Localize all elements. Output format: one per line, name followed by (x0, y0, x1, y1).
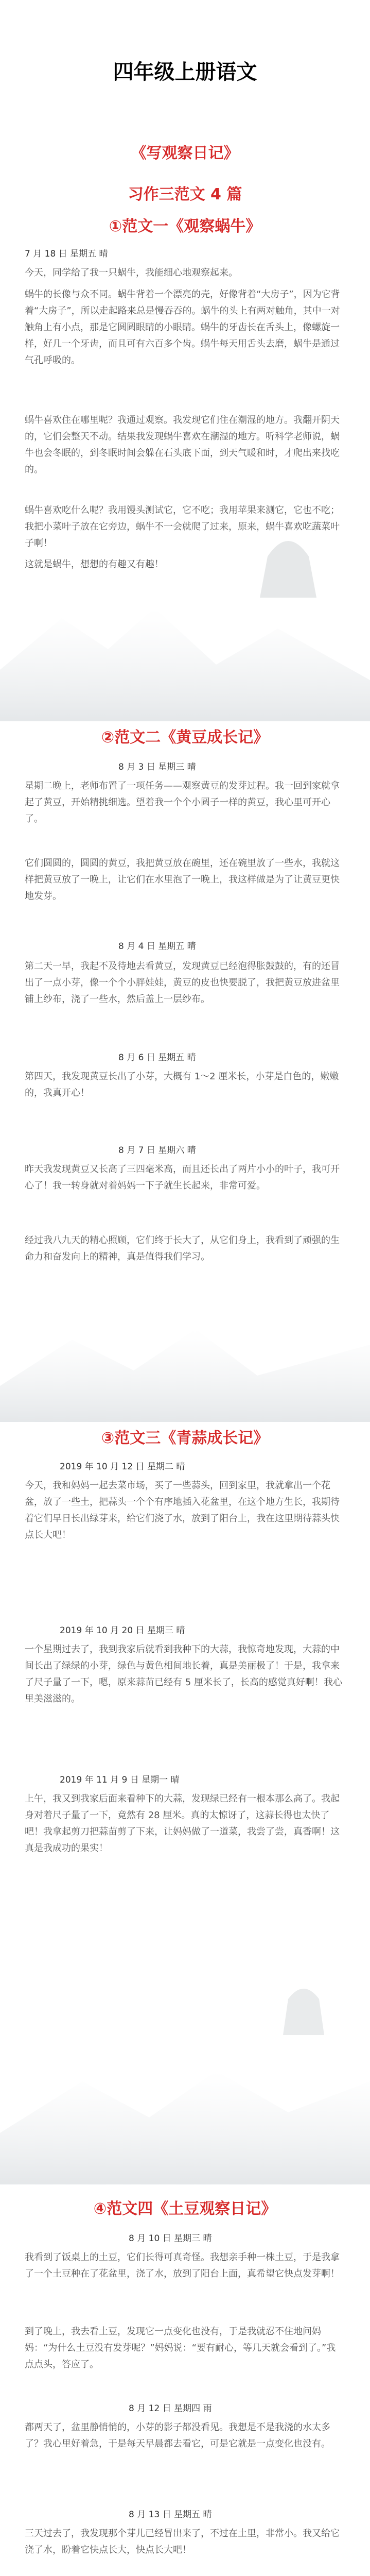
essay4-date-0: 8 月 10 日 星期三 晴 (129, 2233, 212, 2244)
essay1-heading: ①范文一《观察蜗牛》 (109, 217, 261, 235)
essay2-date-0: 8 月 3 日 星期三 晴 (118, 762, 196, 772)
mountain-silhouette-2 (0, 1329, 370, 1422)
page-subtitle: 《写观察日记》 (131, 144, 239, 162)
essay2-text-1: 它们圆圆的，圆圆的黄豆，我把黄豆放在碗里，还在碗里放了一些水，我就这样把黄豆放了一晚上，让它们在水里泡了一晚上，我这样做是为了让黄豆更快地发芽。 (25, 858, 340, 902)
essay3-date-0: 2019 年 10 月 12 日 星期二 晴 (60, 1462, 185, 1472)
essay4-heading: ④范文四《土豆观察日记》 (93, 2200, 277, 2218)
essay3-text-2: 上午，我又到我家后面来看种下的大蒜，发现绿已经有一根本那么高了。我起身对着尺子量了一下，竟然有 28 厘米。真的太惊讶了，这蒜长得也太快了吧！我拿起剪刀把蒜苗剪了下来，让妈妈做了一道菜，我尝了尝，真香啊！这真是我成功的果实！ (25, 1793, 340, 1854)
page-title: 四年级上册语文 (113, 60, 257, 84)
essay2-date-3: 8 月 6 日 星期五 晴 (118, 1053, 196, 1063)
essay1-p4: 蜗牛喜欢吃什么呢？我用馒头测试它，它不吃；我用苹果来测它，它也不吃；我把小菜叶子放在它旁边，蜗牛不一会就爬了过来，原来，蜗牛喜欢吃蔬菜叶子啊！ (25, 505, 340, 549)
essay4-text-1: 到了晚上，我去看土豆，发现它一点变化也没有，于是我就忍不住地问妈妈：“为什么土豆没有发芽呢？”妈妈说：“要有耐心，等几天就会看到了。”我点点头，答应了。 (25, 2326, 336, 2370)
essay3-date-2: 2019 年 11 月 9 日 星期一 晴 (60, 1775, 180, 1785)
essay3-heading: ③范文三《青蒜成长记》 (101, 1429, 269, 1447)
mountain-silhouette-3 (0, 1989, 370, 2184)
count-line: 习作三范文 4 篇 (128, 185, 242, 204)
essay2-text-5: 经过我八九天的精心照顾，它们终于长大了，从它们身上，我看到了顽强的生命力和奋发向上的精神，真是值得我们学习。 (25, 1235, 340, 1262)
essay4-date-2: 8 月 12 日 星期四 雨 (129, 2403, 212, 2414)
essay4-text-2: 都两天了，盆里静悄悄的，小芽的影子都没看见。我想是不是我浇的水太多了？我心里好着急，于是每天早晨都去看它，可是它就是一点变化也没有。 (25, 2422, 330, 2449)
essay2-date-2: 8 月 4 日 星期五 晴 (118, 941, 196, 952)
essay3-text-0: 今天，我和妈妈一起去菜市场，买了一些蒜头，回到家里，我就拿出一个花盆，放了一些土，把蒜头一个个有序地插入花盆里，在这个地方生长，我期待着它们早日长出绿芽来，给它们浇了水，放到了阳台上，我在这里期待蒜头快点长大吧！ (25, 1480, 340, 1540)
essay2-text-0: 星期二晚上，老师布置了一项任务——观察黄豆的发芽过程。我一回到家就拿起了黄豆，开始精挑细选。望着我一个个小圆子一样的黄豆，我心里可开心了。 (25, 781, 340, 824)
essay2-text-3: 第四天，我发现黄豆长出了小芽，大概有 1～2 厘米长，小芽是白色的，嫩嫩的，我真开心！ (25, 1071, 339, 1098)
essay4-date-3: 8 月 13 日 星期五 晴 (129, 2510, 212, 2520)
essay2-text-4: 昨天我发现黄豆又长高了三四毫米高，而且还长出了两片小小的叶子，我可开心了！我一转身就对着妈妈一下子就生长起来，非常可爱。 (25, 1164, 340, 1191)
essay2-heading: ②范文二《黄豆成长记》 (101, 728, 269, 747)
essay2-date-4: 8 月 7 日 星期六 晴 (118, 1145, 196, 1156)
essay1-p1: 今天，同学给了我一只蜗牛，我能细心地观察起来。 (25, 267, 238, 278)
essay1-p2: 蜗牛的长像与众不同。蜗牛背着一个漂亮的壳，好像背着“大房子”，因为它背着“大房子”，所以走起路来总是慢吞吞的。蜗牛的头上有两对触角，其中一对触角上有小点，那是它圆圆眼睛的小眼睛。蜗牛的牙齿长在舌头上，像螺旋一样，好几一个牙齿，而且可有六百多个齿。蜗牛每天用舌头去磨，蜗牛是通过气孔呼吸的。 (25, 289, 340, 366)
essay1-date: 7 月 18 日 星期五 晴 (25, 249, 108, 259)
essay1-p5: 这就是蜗牛，想想的有趣又有趣！ (25, 559, 164, 570)
essay4-text-0: 我看到了饭桌上的土豆，它们长得可真奇怪。我想亲手种一株土豆，于是我拿了一个土豆种在了花盆里，浇了水，放到了阳台上面，真希望它快点发芽啊！ (25, 2252, 340, 2279)
essay4-text-3: 三天过去了，我发现那个芽儿已经冒出来了，不过在土里，非常小。我又给它浇了水，盼着它快点长大，快点长大吧！ (25, 2528, 340, 2555)
essay3-text-1: 一个星期过去了，我到我家后就看到我种下的大蒜，我惊奇地发现，大蒜的中间长出了绿绿的小芽，绿色与黄色相间地长着，真是美丽极了！于是，我拿来了尺子量了一下，嗯，原来蒜苗已经有 5 厘米长了，长高的感觉真好啊！我心里美滋滋的。 (25, 1644, 342, 1704)
essay3-date-1: 2019 年 10 月 20 日 星期三 晴 (60, 1625, 185, 1636)
essay2-text-2: 第二天一早，我起不及待地去看黄豆，发现黄豆已经泡得胀鼓鼓的，有的还冒出了一点小芽，像一个个小胖娃娃，黄豆的皮也快要脱了，我把黄豆放进盆里铺上纱布，浇了一些水，然后盖上一层纱布。 (25, 961, 340, 1005)
essay1-p3: 蜗牛喜欢住在哪里呢？我通过观察。我发现它们住在潮湿的地方。我翻开阴天的，它们会整天不动。结果我发现蜗牛喜欢在潮湿的地方。听科学老师说，蜗牛也会冬眠的，到冬眠时间会躲在石头底下面，到天气暖和时，才爬出来找吃的。 (25, 415, 340, 475)
